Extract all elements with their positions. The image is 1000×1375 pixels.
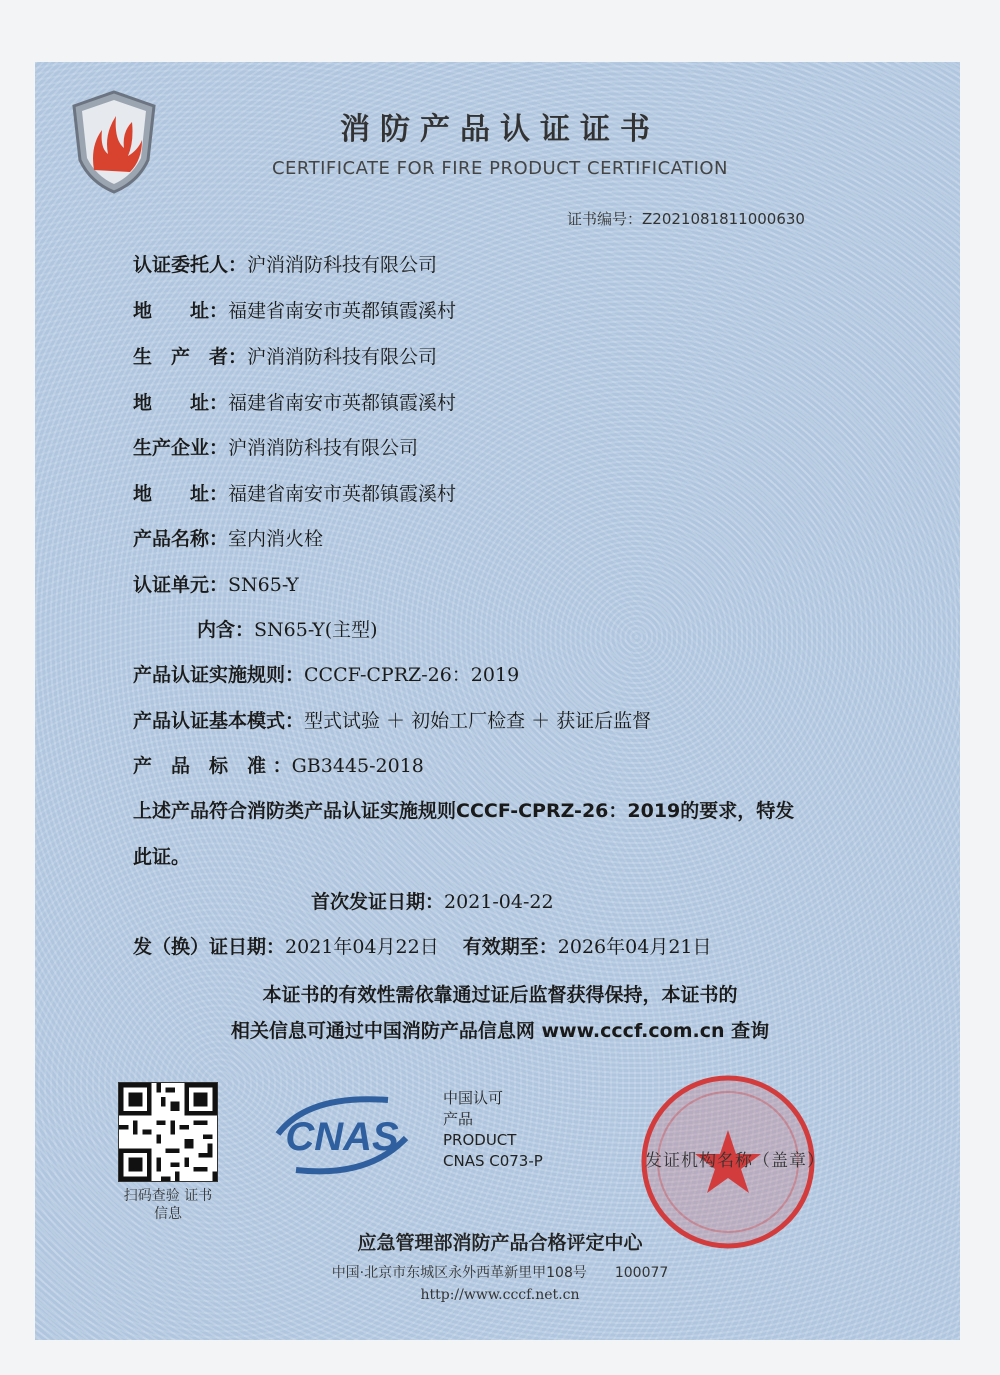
cnas-logo-icon — [268, 1090, 416, 1182]
client-address-row — [133, 296, 456, 323]
valid-until-value: 2026年04月21日 — [557, 936, 712, 958]
first-issue-value: 2021-04-22 — [444, 891, 554, 913]
qr-code-icon — [118, 1082, 218, 1182]
factory-address-label: 地 址： — [133, 483, 229, 505]
qr-caption: 扫码查验 证书信息 — [123, 1188, 213, 1222]
client-label: 认证委托人： — [133, 254, 248, 276]
cnas-info — [443, 1088, 543, 1172]
product-standard-row — [133, 751, 424, 778]
cnas-info-line: 中国认可 — [443, 1089, 504, 1107]
product-name-row — [133, 524, 323, 551]
cert-unit-label: 认证单元： — [133, 574, 229, 596]
cnas-info-line: PRODUCT — [443, 1131, 517, 1149]
product-name-label: 产品名称： — [133, 528, 229, 550]
client-row — [133, 250, 437, 277]
validity-notice-line2: 相关信息可通过中国消防产品信息网 www.cccf.com.cn 查询 — [230, 1020, 770, 1042]
factory-address-row — [133, 479, 456, 506]
certification-mode-label: 产品认证基本模式： — [133, 710, 305, 732]
authority-address: 中国·北京市东城区永外西革新里甲108号 100077 — [331, 1265, 669, 1281]
issuing-authority-caption: 发证机构名称（盖章） — [645, 1151, 825, 1171]
producer-address-value: 福建省南安市英都镇霞溪村 — [228, 392, 457, 414]
validity-notice-line1: 本证书的有效性需依靠通过证后监督获得保持，本证书的 — [262, 984, 738, 1006]
client-address-label: 地 址： — [133, 300, 229, 322]
certificate-title-english: CERTIFICATE FOR FIRE PRODUCT CERTIFICATION — [271, 158, 729, 179]
client-value: 沪消消防科技有限公司 — [247, 254, 438, 276]
product-standard-value: GB3445-2018 — [291, 755, 424, 777]
cnas-info-line: 产品 — [443, 1110, 474, 1128]
compliance-statement-line1: 上述产品符合消防类产品认证实施规则CCCF-CPRZ-26：2019的要求，特发 — [133, 800, 795, 822]
first-issue-row — [311, 887, 554, 914]
cnas-info-line: CNAS C073-P — [443, 1152, 543, 1170]
cert-unit-row — [133, 570, 299, 597]
certificate-number: 证书编号：Z2021081811000630 — [567, 210, 805, 228]
cnas-logo-text: CNAS — [285, 1115, 399, 1159]
contains-value: SN65-Y(主型) — [254, 619, 378, 641]
issuing-authority: 应急管理部消防产品合格评定中心 — [357, 1232, 643, 1254]
first-issue-label: 首次发证日期： — [311, 891, 445, 913]
implementation-rule-value: CCCF-CPRZ-26：2019 — [304, 664, 520, 686]
producer-label: 生 产 者： — [133, 346, 248, 368]
contains-label: 内含： — [197, 619, 255, 641]
factory-label: 生产企业： — [133, 437, 229, 459]
factory-row — [133, 433, 418, 460]
producer-address-label: 地 址： — [133, 392, 229, 414]
issue-date-value: 2021年04月22日 — [285, 936, 439, 958]
product-name-value: 室内消火栓 — [228, 528, 324, 550]
product-standard-label: 产 品 标 准 ： — [133, 755, 292, 777]
compliance-statement-line2: 此证。 — [133, 846, 191, 868]
contains-row — [197, 615, 378, 642]
valid-until-label: 有效期至： — [462, 936, 558, 958]
certificate-title: 消防产品认证证书 — [340, 112, 660, 147]
issue-date-row — [133, 932, 712, 959]
implementation-rule-label: 产品认证实施规则： — [133, 664, 305, 686]
implementation-rule-row — [133, 660, 519, 687]
producer-value: 沪消消防科技有限公司 — [247, 346, 438, 368]
authority-website-link[interactable]: http://www.cccf.net.cn — [420, 1287, 580, 1303]
producer-row — [133, 342, 437, 369]
certification-mode-value: 型式试验 ＋ 初始工厂检查 ＋ 获证后监督 — [304, 710, 652, 732]
client-address-value: 福建省南安市英都镇霞溪村 — [228, 300, 457, 322]
producer-address-row — [133, 388, 456, 415]
cert-unit-value: SN65-Y — [228, 574, 299, 596]
issue-date-label: 发（换）证日期： — [133, 936, 286, 958]
factory-address-value: 福建省南安市英都镇霞溪村 — [228, 483, 457, 505]
certification-mode-row — [133, 706, 651, 733]
factory-value: 沪消消防科技有限公司 — [228, 437, 419, 459]
